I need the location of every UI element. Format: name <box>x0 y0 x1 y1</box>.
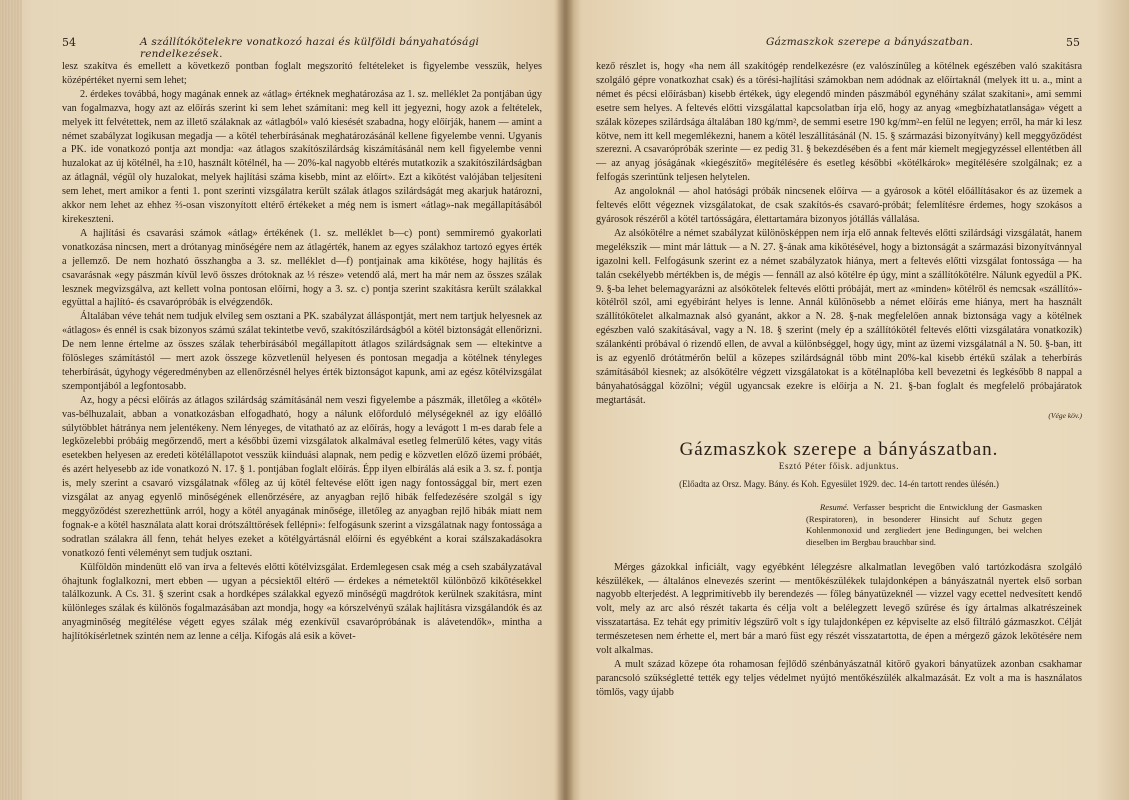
paragraph: Az, hogy a pécsi előírás az átlagos szilárdság számításánál nem veszi figyelembe a pászmák, illetőleg a «kötél» vas-bélhuzalait, abban a vonatkozásban elfogadható, hogy a nálunk előforduló mélységeknél az így előálló súlytöbblet hátránya nem jelentékeny. Nem lényeges, de vitatható az az előírás, hogy a levágott 1 m-es darab fele a legközelebbi próbáig megőrzendő, mert a későbbi üzemi vizsgálatok alkalmával esetleg felmerülő kétes, vagy vitás esetekben helyesen az eredeti kötélállapotot vesszük kiinduási alapnak, nem pedig e közvetlen előző üzemi próbáét, és azért helyesebb az ide vonatkozó N. 17. § 1. pontjában foglalt előírás. Épp ilyen elbírálás alá esik a 3. sz. f. pontja is, mely szerint a csavaró vizsgálatnak «főleg az új kötél feltevése előtt igen nagy fontossággal bír, mert ezen vizsgálat az anyag egyenlő minőségének ellenőrzésére, az anyagban rejlő hibák felfedezésére szolgál s így meggyőződést szerezhettünk arról, hogy a kötél anyagának minősége, illetőleg az anyagban rejlő hibák miatt nem fognak-e a kötél használata alatt korai drótszálttörések fellépni»: felfogásunk szerint a vizsgálatnak nagy fontossága a sodratlan szálakra áll fenn, tehát helyes ezeket a kötélgyártásnál előírni és egyébként a korai szálszakadásokra vonatkozó fenti véleményt sem tudjuk osztani. <box>62 394 542 559</box>
left-page <box>0 0 563 800</box>
left-body-text <box>62 60 542 644</box>
right-running-header: Gázmaszkok szerepe a bányászatban. <box>766 36 974 48</box>
article-title: Gázmaszkok szerepe a bányászatban. <box>679 438 999 460</box>
paragraph: A hajlítási és csavarási számok «átlag» értékének (1. sz. melléklet b—c) pont) semmiremó gyakorlati vonatkozása nincsen, mert a drótanyag minőségére nem az átlagérték, hanem az egyes szálakhoz tartozó egyes érték a jellemző. De nem hozható összhangba a 3. sz. melléklet d—f) pontjainak ama kikötése, hogy hajlítás és csavarásnak «egy pászmán kívül levő összes drótoknak az ⅓ része» vetendő alá, mert ha már nem az összes szálak lesznek megvizsgálva, azt kellett volna pontosan előírni, hogy a 3. sz. c) pontja szerint szakításra került szálakkal együttal a hajlító- és csavarópróbák is elvégzendők. <box>62 227 542 309</box>
lecture-note: (Előadta az Orsz. Magy. Bány. és Koh. Egyesület 1929. dec. 14-én tartott rendes ülésén.) <box>679 479 999 490</box>
left-page-number: 54 <box>62 36 76 49</box>
paragraph: Általában véve tehát nem tudjuk elvileg sem osztani a PK. szabályzat álláspontját, mert nem tartjuk helyesnek az «átlagos» és ennél is csak bizonyos számú szálat tekintetbe vevő, szakítószilárdságból a kötél biztonságát ellenőrizni. De nem lenne értelme az összes szálak teherbírásából megállapított átlagos szilárdságnak sem — eltekintve a fölösleges számítástól — mert azok összege közvetlenül helyesen és pontosan megadja a kötélnek tényleges teherbírását, úgyhogy végeredményben az ellenőrzésnél helyes érték biztonságot kapunk, ami az egész kötélvizsgálat szempontjából a legfontosabb. <box>62 311 542 392</box>
paragraph: lesz szakítva és emellett a következő pontban foglalt megszorító feltételeket is figyelembe vesszük, helyes középértéket nyerni sem lehet; <box>62 61 542 86</box>
paragraph: Külföldön mindenütt elő van írva a feltevés előtti kötélvizsgálat. Erdemlegesen csak még a cseh szabályzatával óhajtunk foglalkozni, mert ebben — ugyan a pécsiektől eltérő — érdekes a németektől különböző kikötésekkel találkozunk. A Cs. 31. § szerint csak a hordképes szálakkal egyező minőségű magdrótok kerülnek szakításra, mint különleges szálak és különös fogalmazásában azt mondja, hogy «a kórszelvényű szálak hajlításra vizsgálandók és az anyagminőség megítélése végett egyes szálak még ezenkívül csavarópróbának is alávetendők», mintha a hajlítókísérletnek szintén nem az lenne a célja. Kifogás alá esik a követ- <box>62 561 542 643</box>
left-running-header: A szállítókötelekre vonatkozó hazai és külföldi bányahatósági rendelkezések. <box>140 36 480 60</box>
continued-note: (Vége köv.) <box>1048 410 1082 420</box>
paragraph: Mérges gázokkal inficiált, vagy egyébként lélegzésre alkalmatlan levegőben való tartózkodásra szolgáló készülékek, — általános elnevezés szerint — mentőkészülékek tulajdonképen a bányászatnál nyertek első sorban nagyobb elterjedést. A legprimitívebb ily berendezés — főleg bányatüzeknél — vizzel vagy ecettel nedvesített kendő volt, mely az arc alsó részét takarta és célja volt a belélegzett levegő szűrése és így ártalmas alkatrészeinek visszatartása. Ez tehát egy primitív légszűrő volt s így tulajdonképen ez képviselte az első filtráló gázmaszkot. Célját természetesen nem érhette el, mert bár a maró füst egy részét visszatartotta, de épen a mérgező gázok lekötésére nem volt alkalmas. <box>596 561 1082 657</box>
resume-block <box>806 502 1042 548</box>
resume-label: Resumé. <box>820 502 849 513</box>
paragraph: kező részlet is, hogy «ha nem áll szakítógép rendelkezésre (ez valószínűleg a kötélnek egészében való szakításra szolgáló gépre vonatkozhat csak) és a törési-hajlítási számokban nem adódnak az előírtaknál (melyek itt u. a., mint a német és pécsi előírásban) kisebb értékek, úgy elegendő minden pászmából egynéhány szálat szakítani», ami semmi esetre sem helyes. A feltevés előtti vizsgálattal kapcsolatban írja elő, hogy az anyag «megbízhatatlansága» végett a szálak közepes szilárdsága általában 180 kg/mm², de semmi esetre 190 kg/mm²-en felül ne legyen; erről, ha már ki lesz kötve, nem itt kell megemlékezni, hanem a kötél leszállításánál (N. 15. § származási bizonyítvány) kell meggyőződést szerezni. A csavarópróbák szerinte — ez pedig 31. § bekezdésében és a fent már kiemelt megjegyzéssel ellentétben áll — az anyag jóságának «kiegészítő» megítélésére és esetleg későbbi «kötélkárok» megítélésére szolgálnak; ez a felfogás szerintünk teljesen helytelen. <box>596 61 1082 184</box>
right-body-text <box>596 60 1082 700</box>
paragraph: A mult század közepe óta rohamosan fejlődő szénbányászatnál kitörő gyakori bányatüzek azonban csakhamar parancsoló szükségletté tették egy teljes védelmet nyújtó mentőkészülék alkalmazását. Ez volt a ma is használatos tömlős, vagy újabb <box>596 659 1082 698</box>
paragraph: Az angoloknál — ahol hatósági próbák nincsenek előírva — a gyárosok a kötél előállításakor és az üzemek a feltevés előtt végeznek vizsgálatokat, de csak szakítós-és csavaró-próbát; felemlítésre érdemes, hogy szokásos a gyárosok részéről a kötél tartósságára, élettartamára bizonyos jótállás vállalása. <box>596 186 1082 225</box>
page-edges <box>0 0 22 800</box>
right-page-number: 55 <box>1066 36 1080 49</box>
article-author: Esztó Péter főisk. adjunktus. <box>778 461 900 472</box>
right-page <box>566 0 1129 800</box>
resume-text: Verfasser bespricht die Entwicklung der Gasmasken (Respiratoren), in besonderer Hinsicht auf Schutz gegen Kohlenmonoxid und zergliedert jene Bedingungen, bei welchen dieselben im Bergbau brauchbar sind. <box>806 502 1042 548</box>
paragraph: 2. érdekes továbbá, hogy magának ennek az «átlag» értéknek meghatározása az 1. sz. melléklet 2a pontjában úgy van fogalmazva, hogy azt az előírás szerint ki sem lehet számítani: meg kell itt jegyezni, hogy azok a feltételek, melyek itt felvétettek, nem az illető szálaknak az «átlagból» való kiesését szabadna, hogy előírják, hanem — amint a német szabályzat logikusan megadja — a kötél teherbírásának meghatározásánál kellene figyelembe venni. Ugyanis a PK. ide vonatkozó pontja azt mondja: «az átlagos szakítószilárdság kiszámításánál nem kell figyelembe venni huzalokat az új kötélnél, ha ±10, használt kötélnél, ha — 20%-kal nagyobb eltérés mutatkozik a szakítószilárdságban az átlagnál, végül oly huzalokat, melyek hajlítási száma kisebb, mint az előírt». Ezt a kikötést valójában teljesíteni sem lehet, mert amikor a fenti 1. pont szerinti vizsgálatra került szálak átlagos szilárdságát meg akarjuk határozni, akkor nem lehet az ehhez ⅔-osan viszonyított eltérő értékeket a még nem is ismert «átlag»-nak megállapításából kirekeszteni. <box>62 88 542 225</box>
paragraph: Az alsókötélre a német szabályzat különösképpen nem írja elő annak feltevés előtti szilárdsági vizsgálatát, hanem megelékszik — mint már láttuk — a N. 27. §-ának ama kikötésével, hogy a biztonságát a származási bizonyítvánnyal igazolni kell. Felfogásunk szerint ez a német szabályzatok hiánya, mert a feltevés előtti vizsgálat fontossága — ha talán csekélyebb mértékben is, de mégis — fennáll az alsó kötélre ép úgy, mint a szállítókötélre. Nálunk egyedül a PK. 9. §-ba lehet belemagyarázni az alsókötelek feltevés előtti próbáját, mert az «minden» kötélről és nemcsak «szállító»-kötélről szól, ami egyébiránt helyes is lenne. Annál különösebb a német előírás eme hiánya, mert ha használt szállítókötelet alkalmaznak alsó gyanánt, akkor a N. 28. §-nak megfelelően annak biztonsága vagy a kötélnek egészben való szakításával, vagy a N. 18. § szerint (mely ép a szállítókötél feltevés előtti vizsgálatára vonatkozik) szálankénti próbával ó rizendő ellen, de avval a különbséggel, hogy úgy, mint az üzemi vizsgálatnál a N. 50. §-ban, itt is az egyenlő drótátmérőn belül a közepes szilárdságnál több mint 20%-kal kisebb értékű szálak a teherbírás számításából kiesnek; az alsókötélre végzett vizsgálatokat is a kötélnaplóba kell bevezetni és legkésőbb 8 nappal a bányahatósággal közölni; végül ugyancsak ezekre is előírja a N. 21. §-ban foglalt és megfelelő próbajáratok megtartását. <box>596 227 1082 406</box>
